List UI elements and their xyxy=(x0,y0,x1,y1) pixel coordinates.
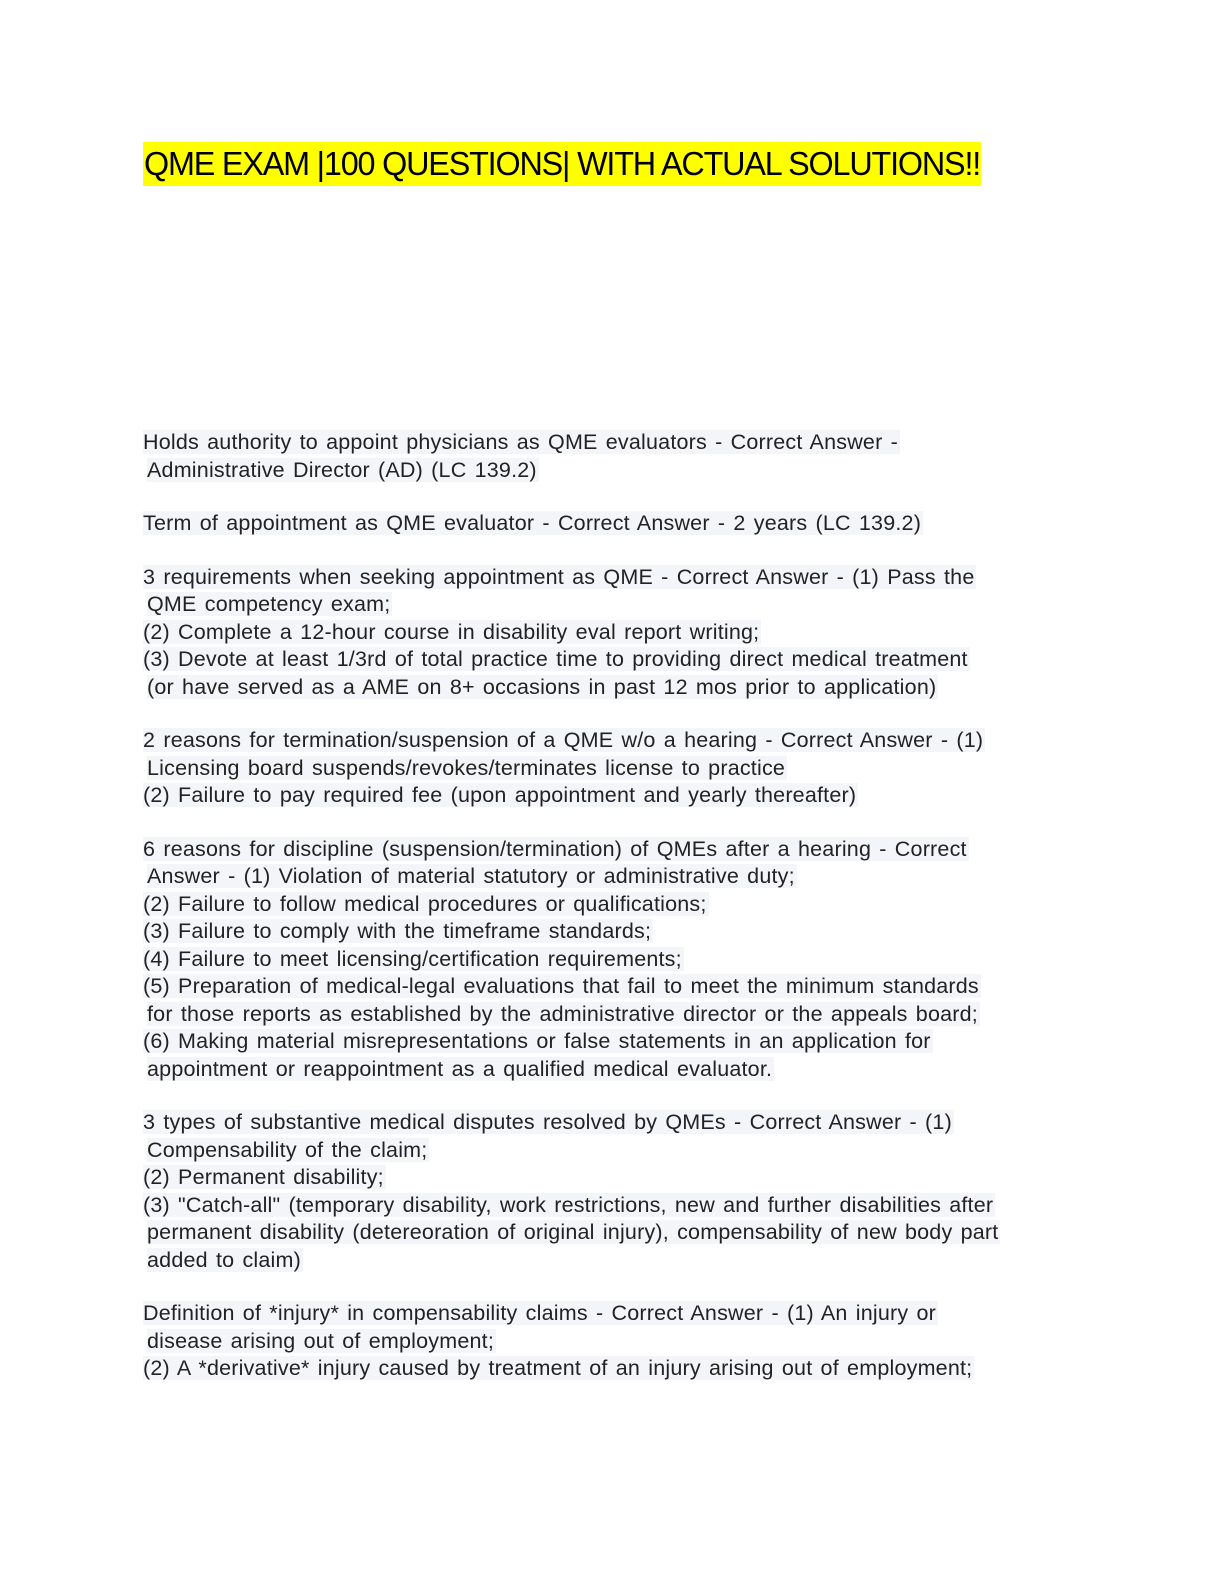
question-line: Definition of *injury* in compensability claims - Correct Answer - (1) An injury or xyxy=(143,1301,936,1325)
qa-entry xyxy=(143,727,1083,810)
answer-line: for those reports as established by the administrative director or the appeals board; xyxy=(147,1001,978,1026)
answer-line: QME competency exam; xyxy=(147,592,391,616)
answer-line: Answer - (1) Violation of material statutory or administrative duty; xyxy=(147,864,795,888)
answer-line: (2) Failure to pay required fee (upon appointment and yearly thereafter) xyxy=(143,783,857,807)
answer-line: appointment or reappointment as a qualified medical evaluator. xyxy=(147,1056,773,1081)
answer-line: (3) "Catch-all" (temporary disability, work restrictions, new and further disabilities after xyxy=(143,1192,994,1217)
question-line: Term of appointment as QME evaluator - Correct Answer - 2 years (LC 139.2) xyxy=(143,511,922,535)
answer-line: Licensing board suspends/revokes/terminates license to practice xyxy=(147,755,786,780)
answer-line: disease arising out of employment; xyxy=(147,1328,495,1353)
answer-line: (6) Making material misrepresentations or false statements in an application for xyxy=(143,1029,931,1053)
answer-line: (4) Failure to meet licensing/certification requirements; xyxy=(143,946,682,971)
answer-line: (2) Complete a 12-hour course in disability eval report writing; xyxy=(143,619,760,644)
qa-entry xyxy=(143,510,1083,538)
answer-line: added to claim) xyxy=(147,1247,301,1272)
answer-line: (2) Failure to follow medical procedures or qualifications; xyxy=(143,891,707,916)
answer-line: (2) Permanent disability; xyxy=(143,1165,384,1189)
answer-line: Administrative Director (AD) (LC 139.2) xyxy=(147,457,537,482)
qa-entry xyxy=(143,1300,1083,1383)
answer-line: (3) Failure to comply with the timeframe standards; xyxy=(143,919,652,943)
document-title: QME EXAM |100 QUESTIONS| WITH ACTUAL SOLUTIONS!! xyxy=(143,142,981,186)
qa-entry xyxy=(143,429,1083,484)
question-line: 3 types of substantive medical disputes resolved by QMEs - Correct Answer - (1) xyxy=(143,1110,952,1134)
answer-line: (3) Devote at least 1/3rd of total practice time to providing direct medical treatment xyxy=(143,647,968,671)
question-line: 2 reasons for termination/suspension of a QME w/o a hearing - Correct Answer - (1) xyxy=(143,728,984,752)
document-body xyxy=(143,429,1083,1409)
answer-line: Compensability of the claim; xyxy=(147,1137,428,1162)
answer-line: (or have served as a AME on 8+ occasions in past 12 mos prior to application) xyxy=(147,674,937,699)
question-line: Holds authority to appoint physicians as QME evaluators - Correct Answer - xyxy=(143,430,898,454)
qa-entry xyxy=(143,1109,1083,1274)
answer-line: (5) Preparation of medical-legal evaluations that fail to meet the minimum standards xyxy=(143,974,979,998)
qa-entry xyxy=(143,564,1083,702)
question-line: 6 reasons for discipline (suspension/termination) of QMEs after a hearing - Correct xyxy=(143,836,967,861)
answer-line: (2) A *derivative* injury caused by treatment of an injury arising out of employment; xyxy=(143,1356,973,1380)
question-line: 3 requirements when seeking appointment as QME - Correct Answer - (1) Pass the xyxy=(143,564,975,589)
qa-entry xyxy=(143,836,1083,1084)
answer-line: permanent disability (detereoration of original injury), compensability of new body part xyxy=(147,1220,999,1244)
